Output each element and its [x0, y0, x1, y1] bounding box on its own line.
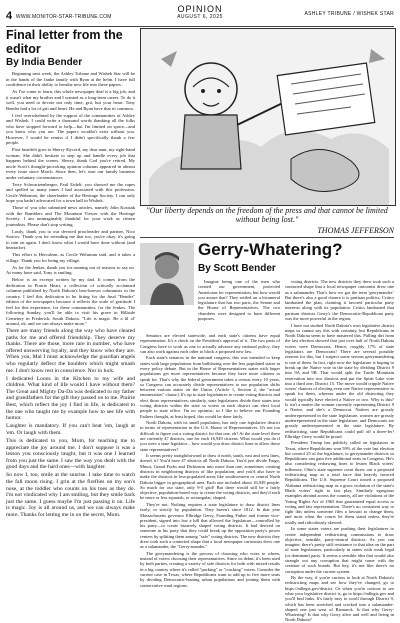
cartoon-credit: THOMAS JEFFERSON	[317, 226, 394, 235]
editor-letter-paragraph: I feel overwhelmed by the support of the communities of Ashley and Wishek. I could write a thousand words thanking all the folks who have stopped forward to help—but I'm limited on space—and you know who you are. The papers wouldn't exist without you. However, I would be remiss if I didn't specifically thank a few people.	[6, 112, 135, 145]
editor-letter-headline: Final letter from the editor	[6, 28, 123, 56]
masthead	[6, 4, 394, 27]
article-paragraph: Senators are elected statewide, and each state's citizens have equal representation. It's a check on the President's approval of it. The two parts of Congress have to work as one to actually advance any national policy; they can also work against each other to block a proposed new law.	[140, 333, 280, 354]
article-column-1	[140, 333, 280, 611]
dedication-paragraph: There are many friends along the way who have cleared paths for me and offered friendship. They deserve my thanks. There are those, more rare in number, who have offered unswerving loyalty, and they know who they are. When you, Mal I must acknowledge the guardian angels who regularly deflect the boulders which might smash me. I don't know rest in conscience. Nor in luck.	[6, 328, 135, 374]
editor-letter-paragraph: This effort is Herculean, as Cecile Wehrman said, and it takes a village. Thank you for being my village.	[6, 252, 135, 263]
website: WWW.MONITOR-STAR-TRIBUNE.COM	[15, 14, 112, 20]
article-paragraph: Imagine being one of the men who created our government, protected Americans for representation, but how would you assure that? They settled on a bicameral legislature that has two parts, the Senate and the House of Representatives. The two chambers were designed to have different purposes.	[198, 279, 280, 322]
editor-letter-paragraph: Beginning next week, the Ashley Tribune and Wishek Star will be in the hands of the Janke family with Ryan at the helm. I have full confidence in their ability to breathe new life into these papers.	[6, 71, 135, 87]
article-column-2	[285, 279, 394, 623]
article-intro	[198, 279, 280, 331]
editorial-cartoon	[140, 28, 396, 206]
dedication-paragraph: This is dedicated to you, Mom, for teaching me to appreciate the joy around me. I don't suppose it was a lesson you consciously taught, but it was one I learned from you just the same. I saw the way you dealt with the good days and the hard ones—with laughter.	[6, 438, 135, 471]
article-paragraph: They're not. Nothing requires a state legislature to draw district lines fairly, or strictly by population. They haven't since 1812. In that year Massachusetts governor Elbridge Gerry, Founding Father and former vice-president, signed into law a bill that allowed the legislature—controlled by his party—to create bizarrely shaped voting districts. It had derived on someone in his party that they could break up the opposition party's power centers by splitting them among "safe" voting districts. The new districts they drew took such a contorted shape that a local newspaper cartoonist drew one as a salamander, the "Gerry-mander."	[140, 501, 280, 550]
article-paragraph: It seems pretty straightforward to draw it north, south, east and west lines, doesn't it? You'd have 47 districts all North Dakota. You'd just divide Fargo, Minot, Grand Forks and Dickinson into more than one, sometimes creating districts in neighboring districts of like population; and you'd also have to make the districts in less-populated areas like southwestern or central North Dakota bigger in geographical area. Each one included about 16,949 people. So much for our state, only 9-5 grid! But there would still be a fairly objective, population-based way to create the voting districts, and they'd each be more or less squarish, or rectangular, shaped.	[140, 453, 280, 501]
editor-letter-paragraph: As I've come to learn, this whole newspaper deal is a big job, and it wasn't what my brother and I wanted as a long-term career. To do it well, you need to devote not only time, grit, but your heart. Tony Bender had a lot of grit and heart. He and Ryan have that in common.	[6, 89, 135, 111]
article-title: Gerry-Whatering?	[198, 240, 343, 259]
editor-letter-column	[6, 28, 135, 520]
editor-letter-paragraph: Terry Schwartzenberger, Paul Erdelt; you showed me the ropes and spelled so many times I had associated with this profession. Cecile Wehrman, the cheerleader of the Heritage Society. I can only hope you hadn't advocated for a town hall in Wishek.	[6, 181, 135, 203]
article-paragraph: Each state's senators in the national congress, this was intended to keep states with large populations from bulldozing over the less populated states in every policy debate. But in the House of Representatives states with larger populations get more representatives because they have more citizens to speak for. That's why the federal government takes a census every 10 years, so Congress can accurately divide representatives to our population shifts between various states on the Union. (Article 1, Section 2, the "actual enumeration" clause.) It's up to state legislatures to create voting districts and elect those representatives; similarly, state legislatures divide their states into voting districts within the state so voters in each district can elect local people to state office. I'm no optimist, so I like to believe our Founding Fathers thought, at least hoped, this would be done fairly.	[140, 355, 280, 419]
paper-name: ASHLEY TRIBUNE / WISHEK STAR	[304, 11, 394, 17]
article-paragraph: By the way, if you're curious to look at North Dakota's redistricting maps and see how they've changed, go to https://ndlegis.gov/district. Or when you're curious to see what your legislative district is, go to https://ndlegis.gov and you'll find links. It's fairly easy to scroll through District 9, which has been stretched and cracked into a salamander-shaped one just west of Bismarck. Is that why Gerry-Whatering? Is that why Gerry alive and well and living in North Dakota?	[285, 575, 394, 623]
article-paragraph: The gerrymandering is the process of choosing who votes to whom, instead of voters choosing their representatives. Since its debut, it's been used by both parties, creating a variety of safe districts for both with mixed results in a big country where it's called "packing" or "cracking" voters. Consider the current case in Texas, where Republicans want to add up to five more seats by dividing Democratic-leaning urban populations and joining them with conservative rural regions.	[140, 550, 280, 588]
issue-date: AUGUST 6, 2025	[177, 14, 223, 20]
article-paragraph: voting districts. The new districts they drew took such a contorted shape that a local newspaper cartoonist drew one as a salamander. That's how we got the term 'gerrymander.' But there's also a good chance it is partisan politics. Critics lambasted the plan, claiming it favored particular party interests along with its population. Critics lambasted that partisan districts Gerry's the Democratic-Republican party was the more powerful in the region.	[285, 279, 394, 322]
editor-letter-paragraph: As for the Jenkes, thank you for running out of reasons to say no. As many have said, Tony is smiling.	[6, 264, 135, 275]
dedication-paragraph: I dedicated Loons in the Kitchen to my wife and children. What kind of life would I have without them? The Great and Mighty Da-Da was dedicated to my father and grandfathers for the gift they passed on to me. Prairie Best, which reflect the joy I find in life, is dedicated to the one who taught me by example how to see life with humor.	[6, 375, 135, 422]
divider	[140, 237, 394, 238]
editor-letter-paragraph: Lastly, thank you to our devoted proofreader and partner, Nico Stoirov. Thank you for rereading me that too, you're okay, it's going to rain on again. I don't know what I would have done without (and heartache).	[6, 228, 135, 250]
article-paragraph: I have not studied North Dakota's own legislative district maps so cannot say this with certainty, but Republicans in North Dakota seem to have mastered this. Pulling dirt from the last election showed that just over half of North Dakota voters were Democrats. Hence, roughly 17% of state legislators are Democrats! There are several possible reasons for this, but I suspect some serious gerrymandering is one of them. In fact, right now the legislature is hoping to break up the Native vote in the state by dividing District 9 into 9A and 9B. That would split the Turtle Mountain reservation into two districts and put the Spirit Lake vote into a third one, District 15. The move would cripple Native voters' chances of electing even one Native representative to speak for them, whereas under the old districting they would typically have elected a Native or two. Why is this? Is isn't a matter the woman currently representing District 9 a Native, and she's a Democrat. Natives are grossly underrepresented in the state legislature, women are grossly underrepresented in the state legislature, and Democrats are grossly underrepresented in the state legislature. By redistricting, state Republicans could pull off a three-fer! Elbridge Gerry would be proud.	[285, 322, 394, 439]
article-paragraph: In some states voters are pushing their legislatures to create independent redistricting commissions to draw objective, sensible, party-neutral districts. As you can imagine, there's pretty stiff resistance to that idea on the part of state legislatures, particularly in states with weak legal (or dominant) party. It seems a sensible idea that would also strangle out any corruption that might come with the creation of such boards. But hey, it's not like there's no corruption under the current system.	[285, 526, 394, 574]
editor-letter-paragraph: Below is an excerpt written by my dad. It comes from the dedication in Prairie Heart, a collection of critically acclaimed columns published by North Dakota's best-known columnists in the country. I feel this dedication to be fitting for the final "Bender" edition of the newspapers because it reflects the scale of gratitude I feel for this experience, for these communities, for the Jenkes. The following Sunday, you'll be able to visit his grave in Hillside Cemetery in Frederick, South Dakota. "Life is magic. Be a lil ol' around, ok, and we can always make more."	[6, 277, 135, 326]
editor-letter-paragraph: First heartfelt goes to Sherry Slycord, my dear aunt, my right-hand woman. She didn't hesitate to step up and handle every job that happens behind the scenes. Sherry, thank God you're retired. My uncle Scott's thought-provoking opinion columns appeared in almost every issue since March. Since then, let's start our family business under voluntary circumstances.	[6, 147, 135, 180]
editor-letter-byline: By India Bender	[6, 57, 83, 68]
section-title: OPINION	[177, 4, 223, 14]
cartoon-caption: "Our liberty depends on the freedom of the press and that cannot be limited without being lost."	[146, 206, 388, 224]
article-paragraph: North Dakota, with its small population, has only one legislative district in terms of representation in the U.S. House of Representatives. It's not too difficult to figure out a voting district for that one, eh? At the state level there are currently 47 districts, one for each 16,949 citizens. What would you do if you were a state legislator – how would you draw district lines to allow those state representatives?	[140, 420, 280, 452]
article-paragraph: President Trump has publicly called on legislators in Texas, where Republicans won 59% of the vote last election but control 25 of the legislature, to gerrymander districts so Republicans can gain five additional seats in Congress. He's also considering redrawing lines to lessen Black voters' influence. Ohio's state supreme court threw out a proposed redistricting map as a total farce that heavily favored Republicans. The U.S. Supreme Court tossed a proposed Alabama redistricting map as a gross violation of the state's Black voters' right to fair play. Similarly egregious examples abound across the country, all are violations of the Voting Rights Act of 1965 that guaranteed equal access to voting and fair representation. There's no consistent way to fight this unless someone files a lawsuit to change them, and most often the courts let them stand unless they're totally and ridiculously skewed.	[285, 440, 394, 525]
page-number: 4	[6, 10, 13, 22]
editor-letter-paragraph: Those of you who submitted news articles, namely John Kossiak with the Ramblers and The Mountain Viewer with the Heritage Society. I am unimaginably thankful for your work as citizen journalists. Please don't stop writing.	[6, 205, 135, 227]
article-byline: By Scott Bender	[198, 263, 276, 274]
dedication-paragraph: So now I, too, smile at the sunrise. I take time to watch the fall moon rising. I grin at the fireflies on my son's nose, at the toddler who counts on his toes as they do. I'm not vindicated why I am smiling, but they smile back just the same. I guess maybe I'm just passing it on. Life is magic. Joy is all around us, and we can always make more. Thanks for letting me in on the secret, Mom.	[6, 472, 135, 519]
author-photo	[140, 243, 194, 305]
dedication-paragraph: Laughter is mandatory. If you can't beat 'em, laugh at 'em. Or laugh with them.	[6, 423, 135, 436]
